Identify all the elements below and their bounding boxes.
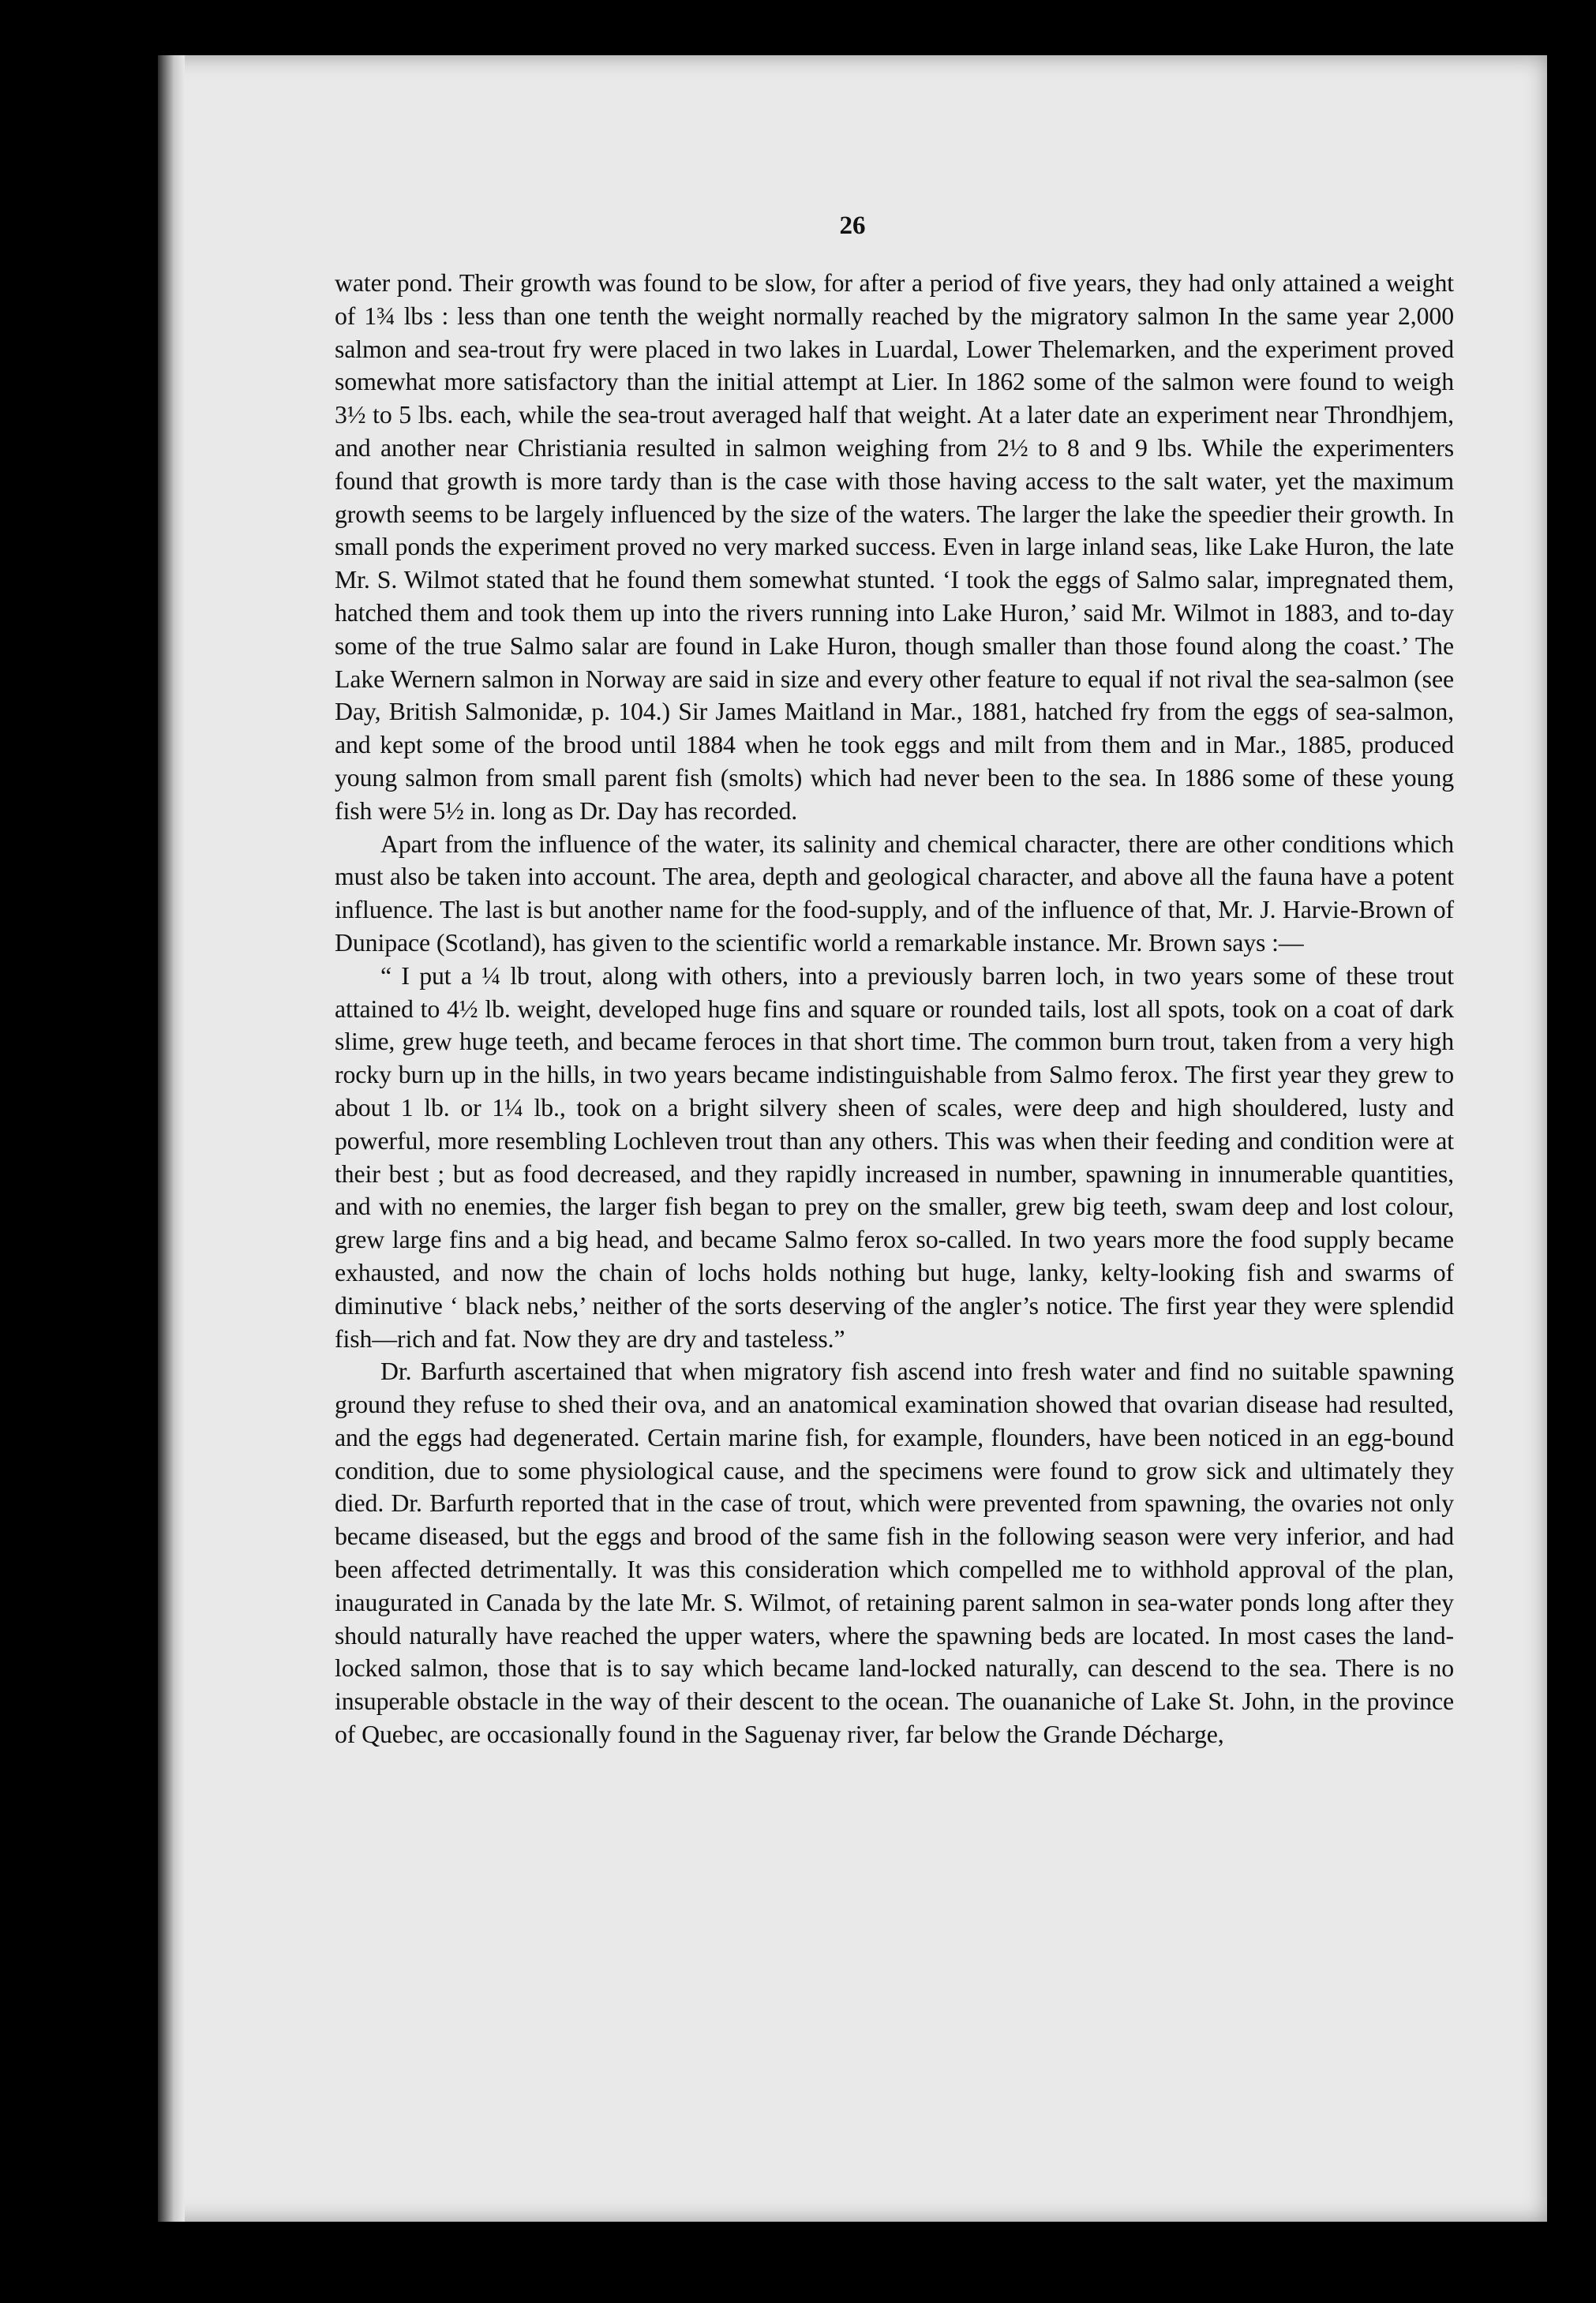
page-binding-edge bbox=[158, 55, 185, 2222]
paragraph-salmon-growth: water pond. Their growth was found to be slow, for after a period of five years, they had only attained a weight of 1¾ lbs : less than one tenth the weight normally reached by the migratory salmon In the same year 2,000 salmon and sea-trout fry were placed in two lakes in Luardal, Lower Thelemarken, and the experiment proved somewhat more satisfactory than the initial attempt at Lier. In 1862 some of the salmon were found to weigh 3½ to 5 lbs. each, while the sea-trout averaged half that weight. At a later date an experiment near Throndhjem, and another near Christiania resulted in salmon weighing from 2½ to 8 and 9 lbs. While the experimenters found that growth is more tardy than is the case with those having access to the salt water, yet the maximum growth seems to be largely influenced by the size of the waters. The larger the lake the speedier their growth. In small ponds the experiment proved no very marked success. Even in large inland seas, like Lake Huron, the late Mr. S. Wilmot stated that he found them somewhat stunted. ‘I took the eggs of Salmo salar, impregnated them, hatched them and took them up into the rivers running into Lake Huron,’ said Mr. Wilmot in 1883, and to-day some of the true Salmo salar are found in Lake Huron, though smaller than those found along the coast.’ The Lake Wernern salmon in Norway are said in size and every other feature to equal if not rival the sea-salmon (see Day, British Salmonidæ, p. 104.) Sir James Maitland in Mar., 1881, hatched fry from the eggs of sea-salmon, and kept some of the brood until 1884 when he took eggs and milt from them and in Mar., 1885, produced young salmon from small parent fish (smolts) which had never been to the sea. In 1886 some of these young fish were 5½ in. long as Dr. Day has recorded. bbox=[335, 269, 1454, 825]
body-text bbox=[335, 267, 1454, 1751]
paragraph-barfurth: Dr. Barfurth ascertained that when migratory fish ascend into fresh water and find no suitable spawning ground they refuse to shed their ova, and an anatomical examination showed that ovarian disease had resulted, and the eggs had degenerated. Certain marine fish, for example, flounders, have been noticed in an egg-bound condition, due to some physiological cause, and the specimens were found to grow sick and ultimately they died. Dr. Barfurth reported that in the case of trout, which were prevented from spawning, the ovaries not only became diseased, but the eggs and brood of the same fish in the following season were very inferior, and had been affected detrimentally. It was this consideration which compelled me to withhold approval of the plan, inaugurated in Canada by the late Mr. S. Wilmot, of retaining parent salmon in sea-water ponds long after they should naturally have reached the upper waters, where the spawning beds are located. In most cases the land-locked salmon, those that is to say which became land-locked naturally, can descend to the sea. There is no insuperable obstacle in the way of their descent to the ocean. The ouananiche of Lake St. John, in the province of Quebec, are occasionally found in the Saguenay river, far below the Grande Décharge, bbox=[335, 1357, 1454, 1749]
paragraph-other-conditions: Apart from the influence of the water, its salinity and chemical character, there are other conditions which must also be taken into account. The area, depth and geological character, and above all the fauna have a potent influence. The last is but another name for the food-supply, and of the influence of that, Mr. J. Harvie-Brown of Dunipace (Scotland), has given to the scientific world a remarkable instance. Mr. Brown says :— bbox=[335, 829, 1454, 957]
paragraph-brown-quote: “ I put a ¼ lb trout, along with others, into a previously barren loch, in two years some of these trout attained to 4½ lb. weight, developed huge fins and square or rounded tails, lost all spots, took on a coat of dark slime, grew huge teeth, and became feroces in that short time. The common burn trout, taken from a very high rocky burn up in the hills, in two years became indistinguishable from Salmo ferox. The first year they grew to about 1 lb. or 1¼ lb., took on a bright silvery sheen of scales, were deep and high shouldered, lusty and powerful, more resembling Lochleven trout than any others. This was when their feeding and condition were at their best ; but as food decreased, and they rapidly increased in number, spawning in innumerable quantities, and with no enemies, the larger fish began to prey on the smaller, grew big teeth, swam deep and lost colour, grew large fins and a big head, and became Salmo ferox so-called. In two years more the food supply became exhausted, and now the chain of lochs holds nothing but huge, lanky, kelty-looking fish and swarms of diminutive ‘ black nebs,’ neither of the sorts deserving of the angler’s notice. The first year they were splendid fish—rich and fat. Now they are dry and tasteless.” bbox=[335, 961, 1454, 1353]
page-number: 26 bbox=[839, 212, 866, 240]
scanned-page bbox=[158, 55, 1547, 2222]
